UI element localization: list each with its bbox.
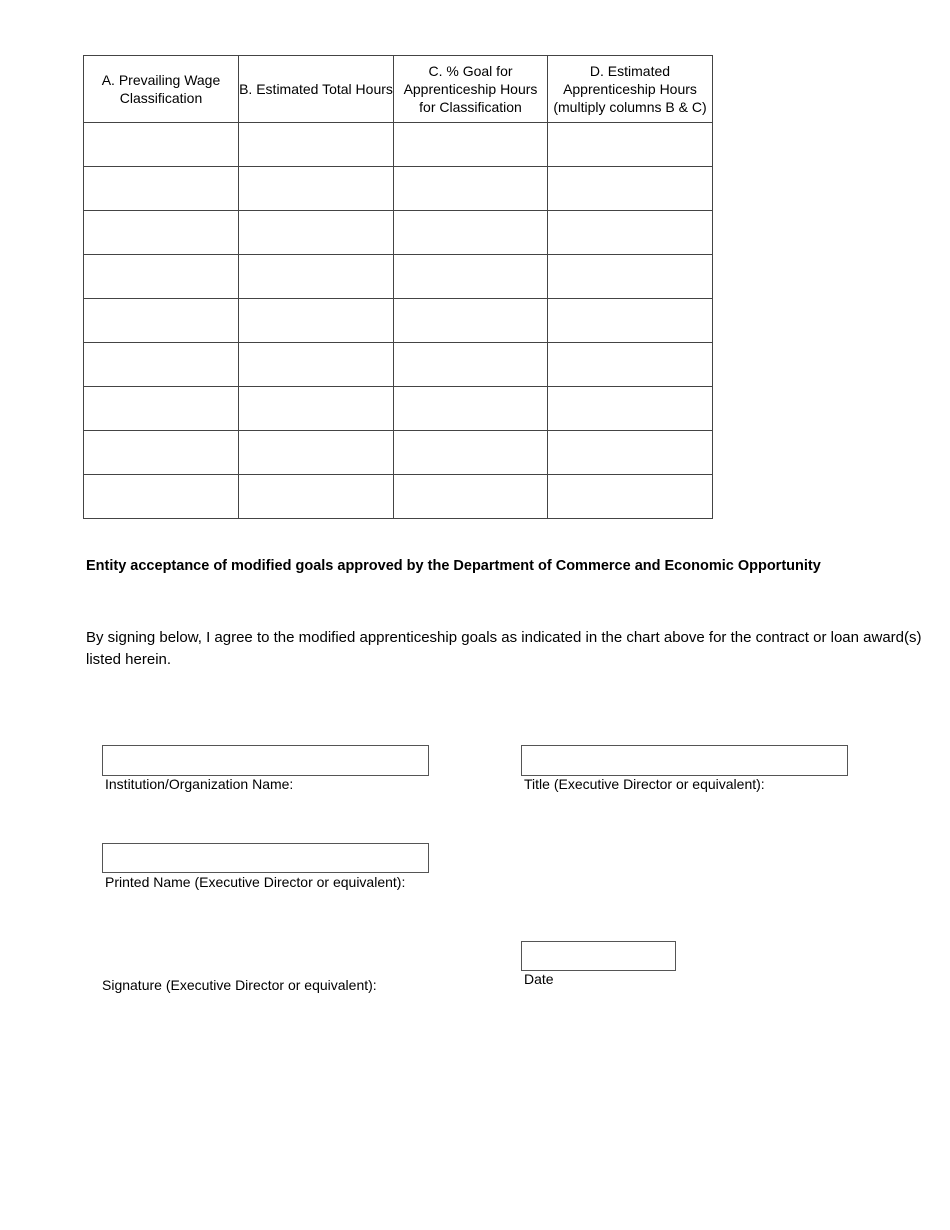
table-row: [84, 387, 713, 431]
table-row: [84, 431, 713, 475]
table-cell[interactable]: [84, 211, 239, 255]
table-cell[interactable]: [84, 343, 239, 387]
table-cell[interactable]: [394, 343, 548, 387]
table-row: [84, 211, 713, 255]
table-cell[interactable]: [394, 387, 548, 431]
institution-name-label: Institution/Organization Name:: [105, 776, 294, 792]
apprenticeship-goals-table: [83, 55, 713, 519]
table-row: [84, 475, 713, 519]
table-cell[interactable]: [239, 167, 394, 211]
table-cell[interactable]: [548, 167, 713, 211]
table-cell[interactable]: [394, 123, 548, 167]
table-cell[interactable]: [239, 431, 394, 475]
table-cell[interactable]: [548, 343, 713, 387]
table-cell[interactable]: [548, 431, 713, 475]
column-header-classification: A. Prevailing Wage Classification: [84, 56, 239, 123]
signature-label: Signature (Executive Director or equivalent):: [102, 977, 377, 993]
institution-name-field[interactable]: [102, 745, 429, 776]
table-cell[interactable]: [84, 431, 239, 475]
table-cell[interactable]: [239, 343, 394, 387]
table-cell[interactable]: [239, 299, 394, 343]
table-cell[interactable]: [239, 475, 394, 519]
title-label: Title (Executive Director or equivalent):: [524, 776, 765, 792]
table-cell[interactable]: [84, 123, 239, 167]
table-row: [84, 255, 713, 299]
column-header-total-hours: B. Estimated Total Hours: [239, 56, 394, 123]
table-cell[interactable]: [394, 431, 548, 475]
table-cell[interactable]: [239, 387, 394, 431]
column-header-goal-percent: C. % Goal for Apprenticeship Hours for Classification: [394, 56, 548, 123]
table-cell[interactable]: [548, 255, 713, 299]
title-field[interactable]: [521, 745, 848, 776]
table-cell[interactable]: [548, 387, 713, 431]
table-cell[interactable]: [548, 299, 713, 343]
table-row: [84, 299, 713, 343]
date-label: Date: [524, 971, 554, 987]
table-cell[interactable]: [239, 123, 394, 167]
table-row: [84, 343, 713, 387]
table-cell[interactable]: [84, 255, 239, 299]
agreement-statement: By signing below, I agree to the modified apprenticeship goals as indicated in the chart above for the contract or loan award(s) listed herein.: [86, 629, 922, 668]
section-heading: Entity acceptance of modified goals approved by the Department of Commerce and Economic Opportunity: [86, 558, 821, 574]
table-cell[interactable]: [548, 211, 713, 255]
printed-name-field[interactable]: [102, 843, 429, 873]
table-row: [84, 167, 713, 211]
column-header-apprenticeship-hours: D. Estimated Apprenticeship Hours (multiply columns B & C): [548, 56, 713, 123]
table-cell[interactable]: [394, 475, 548, 519]
date-field[interactable]: [521, 941, 676, 971]
table-cell[interactable]: [394, 211, 548, 255]
printed-name-label: Printed Name (Executive Director or equivalent):: [105, 874, 406, 890]
table-cell[interactable]: [394, 299, 548, 343]
table-cell[interactable]: [239, 255, 394, 299]
table-cell[interactable]: [84, 167, 239, 211]
table-cell[interactable]: [548, 475, 713, 519]
table-header-row: [84, 56, 713, 123]
table-cell[interactable]: [394, 167, 548, 211]
table-cell[interactable]: [84, 387, 239, 431]
table-row: [84, 123, 713, 167]
table-cell[interactable]: [84, 475, 239, 519]
table-cell[interactable]: [548, 123, 713, 167]
table-cell[interactable]: [239, 211, 394, 255]
table-cell[interactable]: [84, 299, 239, 343]
table-cell[interactable]: [394, 255, 548, 299]
